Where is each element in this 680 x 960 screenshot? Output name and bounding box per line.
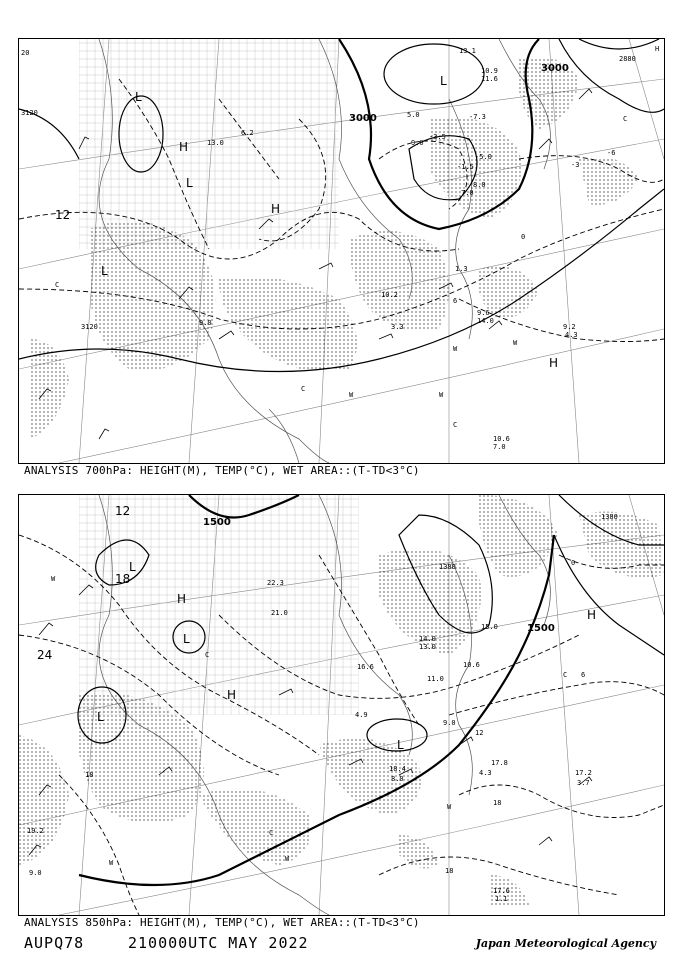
isotherm-label: 12 <box>115 504 131 518</box>
station-value: 9.2 <box>563 323 576 331</box>
agency-name: Japan Meteorological Agency <box>475 937 656 950</box>
product-id: AUPQ78 <box>24 934 85 952</box>
center-symbol: L <box>129 560 136 574</box>
station-value: 9.0 <box>411 139 424 147</box>
height-label: 20 <box>21 49 30 57</box>
isotherm-label: 18 <box>493 799 502 807</box>
station-value: 5.0 <box>407 111 420 119</box>
station-value: 8.0 <box>391 775 404 783</box>
isotherm-label: 18 <box>85 771 94 779</box>
station-value: 8.0 <box>473 181 486 189</box>
center-symbol: H <box>227 688 237 702</box>
station-value: 21.0 <box>271 609 288 617</box>
height-label: 3120 <box>81 323 98 331</box>
center-symbol: L <box>186 176 193 190</box>
map-850hpa-canvas <box>19 495 664 915</box>
center-symbol: W <box>439 391 444 399</box>
center-symbol: L <box>440 74 447 88</box>
station-value: 1.1 <box>495 895 508 903</box>
caption-850hpa: ANALYSIS 850hPa: HEIGHT(M), TEMP(°C), WET AREA::(T-TD<3°C) <box>24 916 420 929</box>
station-value: 7.0 <box>493 443 506 451</box>
station-value: 1.3 <box>455 265 468 273</box>
station-value: 10.9 <box>481 67 498 75</box>
caption-700hpa: ANALYSIS 700hPa: HEIGHT(M), TEMP(°C), WET AREA::(T-TD<3°C) <box>24 464 420 477</box>
center-symbol: H <box>177 592 187 606</box>
height-label: 2880 <box>619 55 636 63</box>
map-850hpa <box>18 494 665 916</box>
center-symbol: H <box>655 45 660 53</box>
station-value: 4.3 <box>479 769 492 777</box>
station-value: 13.1 <box>459 47 476 55</box>
isotherm-label: 6 <box>581 671 586 679</box>
isotherm-label: 6 <box>453 297 458 305</box>
station-value: 17.2 <box>575 769 592 777</box>
valid-time: 210000UTC MAY 2022 <box>128 934 309 952</box>
station-value: -5.0 <box>475 153 492 161</box>
terrain-hatch <box>79 495 359 715</box>
isotherm-label: 12 <box>475 729 484 737</box>
map-700hpa-canvas <box>19 39 664 463</box>
station-value: 19.2 <box>27 827 44 835</box>
center-symbol: C <box>453 421 458 429</box>
station-value: 17.8 <box>491 759 508 767</box>
station-value: 18.4 <box>389 765 406 773</box>
isotherm-label: 18 <box>445 867 454 875</box>
station-value: 7.0 <box>461 189 474 197</box>
center-symbol: L <box>135 90 142 104</box>
station-value: 4.9 <box>355 711 368 719</box>
height-label: 1380 <box>439 563 456 571</box>
height-label: 1500 <box>527 623 555 634</box>
height-label: 1380 <box>601 513 618 521</box>
station-value: 13.0 <box>207 139 224 147</box>
height-label: 1500 <box>203 517 231 528</box>
station-value: 6.2 <box>241 129 254 137</box>
station-value: 22.3 <box>267 579 284 587</box>
station-value: 11.0 <box>427 675 444 683</box>
height-label: 3000 <box>541 63 569 74</box>
station-value: 4.3 <box>565 331 578 339</box>
center-symbol: W <box>447 803 452 811</box>
center-symbol: L <box>97 710 104 724</box>
station-value: 9.0 <box>443 719 456 727</box>
height-label: 3000 <box>349 113 377 124</box>
station-value: 9.6 <box>477 309 490 317</box>
center-symbol: W <box>285 855 290 863</box>
station-value: 10.6 <box>493 435 510 443</box>
center-symbol: W <box>51 575 56 583</box>
station-value: 9.0 <box>29 869 42 877</box>
station-value: 17.6 <box>493 887 510 895</box>
center-symbol: W <box>453 345 458 353</box>
center-symbol: W <box>513 339 518 347</box>
station-value: 10.6 <box>463 661 480 669</box>
station-value: 9.0 <box>199 319 212 327</box>
center-symbol: L <box>101 264 108 278</box>
center-symbol: W <box>109 859 114 867</box>
station-value: 15.0 <box>481 623 498 631</box>
center-symbol: W <box>349 391 354 399</box>
station-value: -7.3 <box>469 113 486 121</box>
map-700hpa <box>18 38 665 464</box>
isotherm-label: -6 <box>607 149 616 157</box>
center-symbol: H <box>549 356 559 370</box>
station-value: 3.7 <box>577 779 590 787</box>
center-symbol: C <box>623 115 628 123</box>
station-value: 11.6 <box>481 75 498 83</box>
center-symbol: C <box>563 671 568 679</box>
isotherm-label: 0 <box>571 559 576 567</box>
isotherm-label: 12 <box>55 208 71 222</box>
station-value: 16.6 <box>357 663 374 671</box>
center-symbol: H <box>587 608 597 622</box>
center-symbol: C <box>205 651 210 659</box>
station-value: 3.3 <box>391 323 404 331</box>
station-value: -1.5 <box>457 163 474 171</box>
center-symbol: C <box>269 829 274 837</box>
isotherm-label: 24 <box>37 648 53 662</box>
center-symbol: C <box>301 385 306 393</box>
station-value: 10.2 <box>381 291 398 299</box>
station-value: 14.0 <box>477 317 494 325</box>
center-symbol: H <box>179 140 189 154</box>
station-value: -3.5 <box>429 133 446 141</box>
height-label: 3120 <box>21 109 38 117</box>
isotherm-label: -3 <box>571 161 580 169</box>
center-symbol: C <box>55 281 60 289</box>
center-symbol: L <box>183 632 190 646</box>
center-symbol: L <box>397 738 404 752</box>
center-symbol: H <box>271 202 281 216</box>
isotherm-label: 18 <box>115 572 131 586</box>
isotherm-label: 0 <box>521 233 526 241</box>
station-value: 13.0 <box>419 643 436 651</box>
station-value: 14.0 <box>419 635 436 643</box>
